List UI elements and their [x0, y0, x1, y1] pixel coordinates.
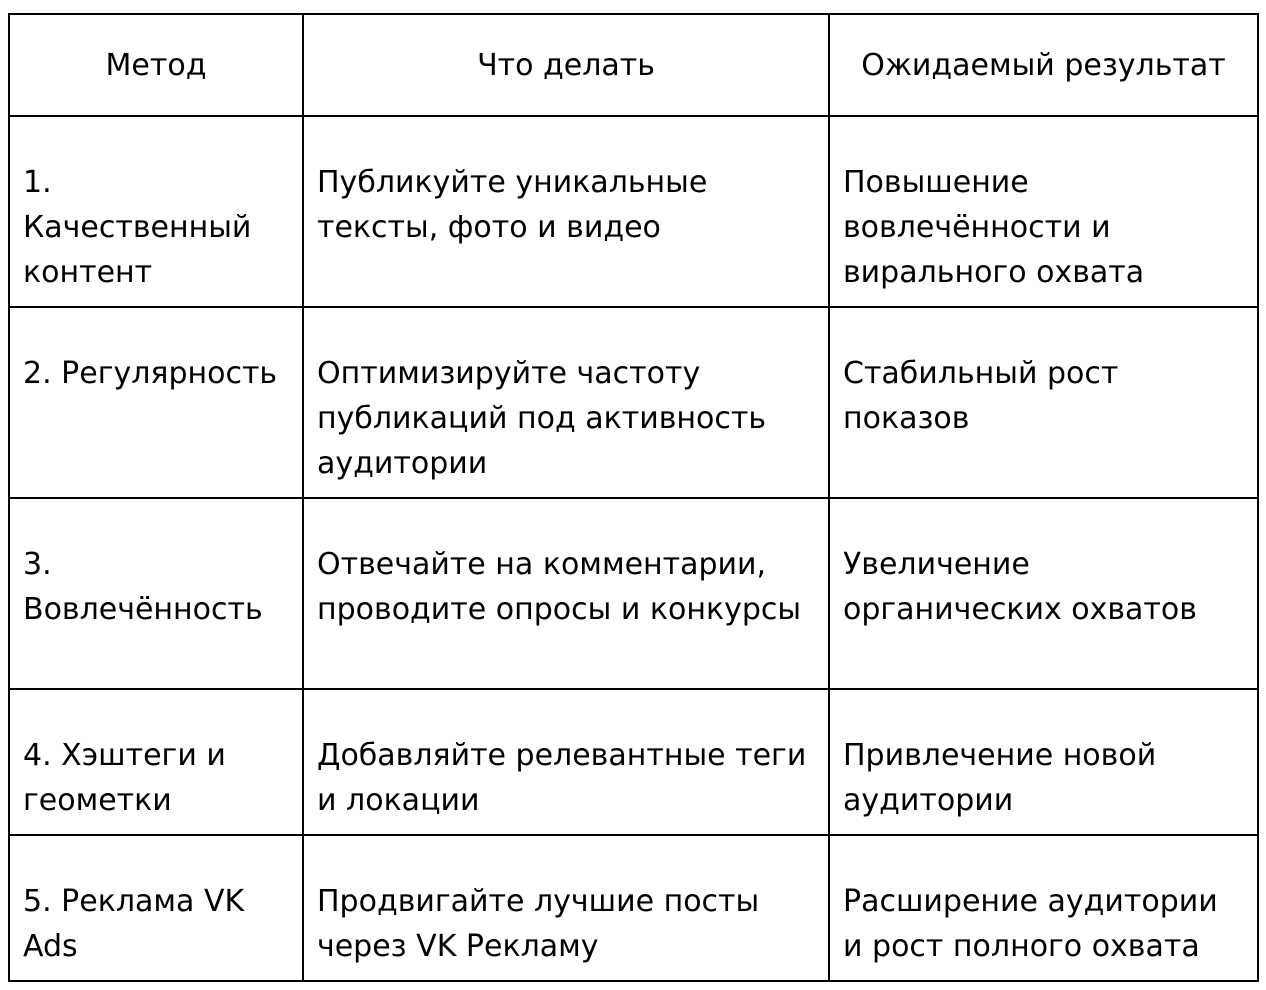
cell-method: 3. Вовлечённость: [9, 498, 303, 689]
cell-action: Публикуйте уникальные тексты, фото и видео: [303, 116, 829, 307]
header-method: Метод: [9, 14, 303, 116]
table-row: [9, 689, 1258, 835]
table-row: [9, 835, 1258, 981]
cell-action: Отвечайте на комментарии, проводите опросы и конкурсы: [303, 498, 829, 689]
methods-table: [8, 13, 1259, 982]
cell-method: 5. Реклама VK Ads: [9, 835, 303, 981]
header-action: Что делать: [303, 14, 829, 116]
table-row: [9, 116, 1258, 307]
header-result: Ожидаемый результат: [829, 14, 1258, 116]
cell-result: Расширение аудитории и рост полного охвата: [829, 835, 1258, 981]
cell-action: Добавляйте релевантные теги и локации: [303, 689, 829, 835]
cell-method: 4. Хэштеги и геометки: [9, 689, 303, 835]
table-row: [9, 498, 1258, 689]
cell-method: 2. Регулярность: [9, 307, 303, 498]
cell-result: Увеличение органических охватов: [829, 498, 1258, 689]
table-header-row: [9, 14, 1258, 116]
cell-action: Оптимизируйте частоту публикаций под активность аудитории: [303, 307, 829, 498]
table-row: [9, 307, 1258, 498]
cell-method: 1. Качественный контент: [9, 116, 303, 307]
cell-result: Стабильный рост показов: [829, 307, 1258, 498]
cell-result: Повышение вовлечённости и вирального охвата: [829, 116, 1258, 307]
cell-action: Продвигайте лучшие посты через VK Рекламу: [303, 835, 829, 981]
cell-result: Привлечение новой аудитории: [829, 689, 1258, 835]
